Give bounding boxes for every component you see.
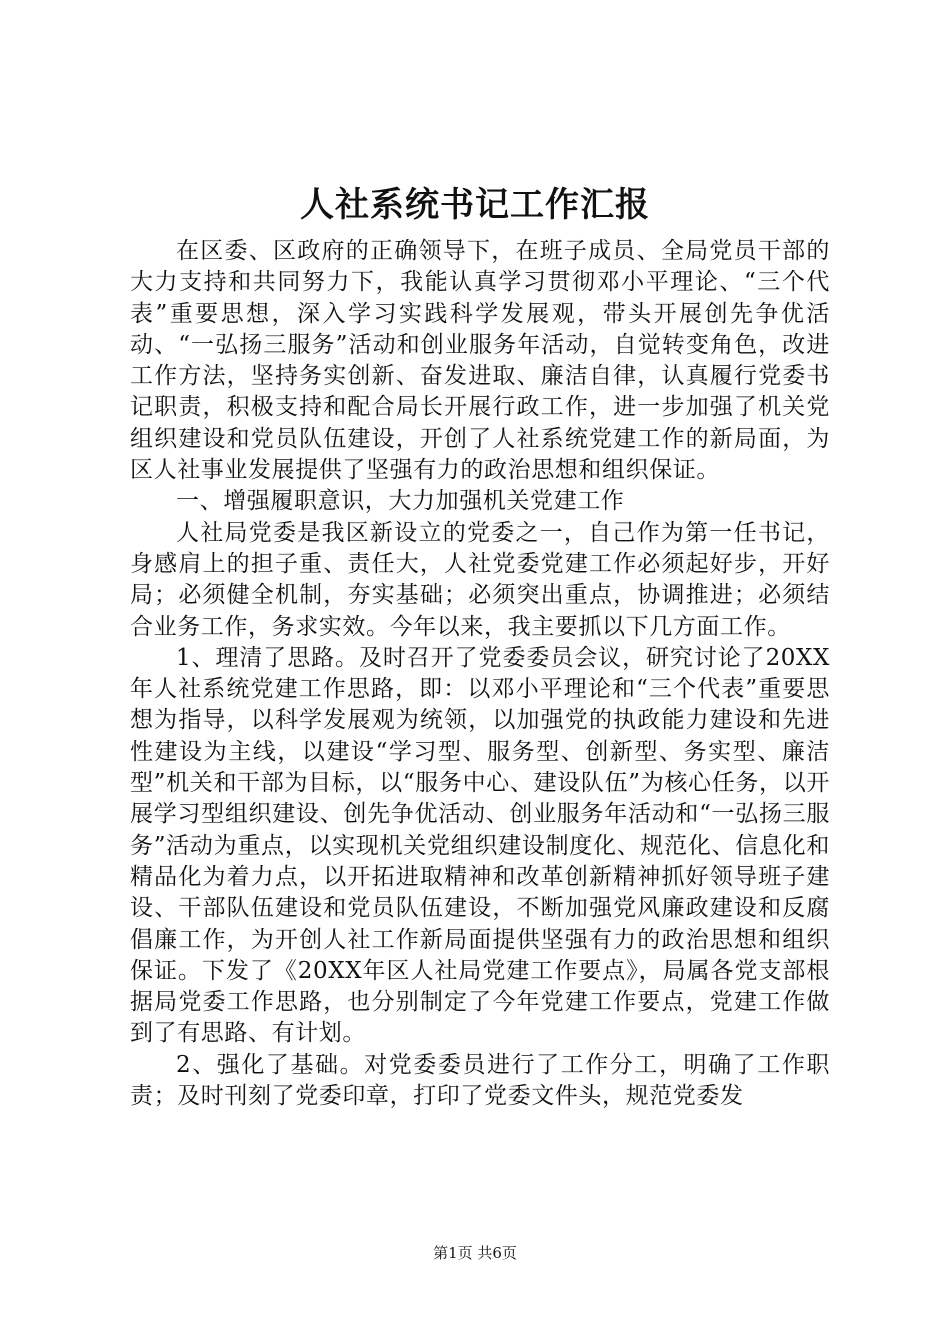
document-title: 人社系统书记工作汇报 (300, 185, 650, 225)
paragraph-item-1: 1、理清了思路。及时召开了党委委员会议，研究讨论了20XX年人社系统党建工作思路，即：以邓小平理论和“三个代表”重要思想为指导，以科学发展观为统领，以加强党的执政能力建设和先进性建设为主线，以建设“学习型、服务型、创新型、务实型、廉洁型”机关和干部为目标，以“服务中心、建设队伍”为核心任务，以开展学习型组织建设、创先争优活动、创业服务年活动和“一弘扬三服务”活动为重点，以实现机关党组织建设制度化、规范化、信息化和精品化为着力点，以开拓进取精神和改革创新精神抓好领导班子建设、干部队伍建设和党员队伍建设，不断加强党风廉政建设和反腐倡廉工作，为开创人社工作新局面提供坚强有力的政治思想和组织保证。下发了《20XX年区人社局党建工作要点》，局属各党支部根据局党委工作思路，也分别制定了今年党建工作要点，党建工作做到了有思路、有计划。 (130, 644, 830, 1047)
paragraph-item-2: 2、强化了基础。对党委委员进行了工作分工，明确了工作职责；及时刊刻了党委印章，打印了党委文件头，规范党委发 (130, 1051, 830, 1110)
paragraph-section-1: 人社局党委是我区新设立的党委之一，自己作为第一任书记，身感肩上的担子重、责任大，人社党委党建工作必须起好步，开好局；必须健全机制，夯实基础；必须突出重点，协调推进；必须结合业务工作，务求实效。今年以来，我主要抓以下几方面工作。 (130, 519, 830, 640)
document-body (130, 236, 830, 1112)
section-heading-1: 一、增强履职意识，大力加强机关党建工作 (176, 488, 625, 515)
paragraph-intro: 在区委、区政府的正确领导下，在班子成员、全局党员干部的大力支持和共同努力下，我能认真学习贯彻邓小平理论、“三个代表”重要思想，深入学习实践科学发展观，带头开展创先争优活动、“一弘扬三服务”活动和创业服务年活动，自觉转变角色，改进工作方法，坚持务实创新、奋发进取、廉洁自律，认真履行党委书记职责，积极支持和配合局长开展行政工作，进一步加强了机关党组织建设和党员队伍建设，开创了人社系统党建工作的新局面，为区人社事业发展提供了坚强有力的政治思想和组织保证。 (130, 238, 830, 484)
page-footer: 第1页 共6页 (433, 1244, 517, 1262)
